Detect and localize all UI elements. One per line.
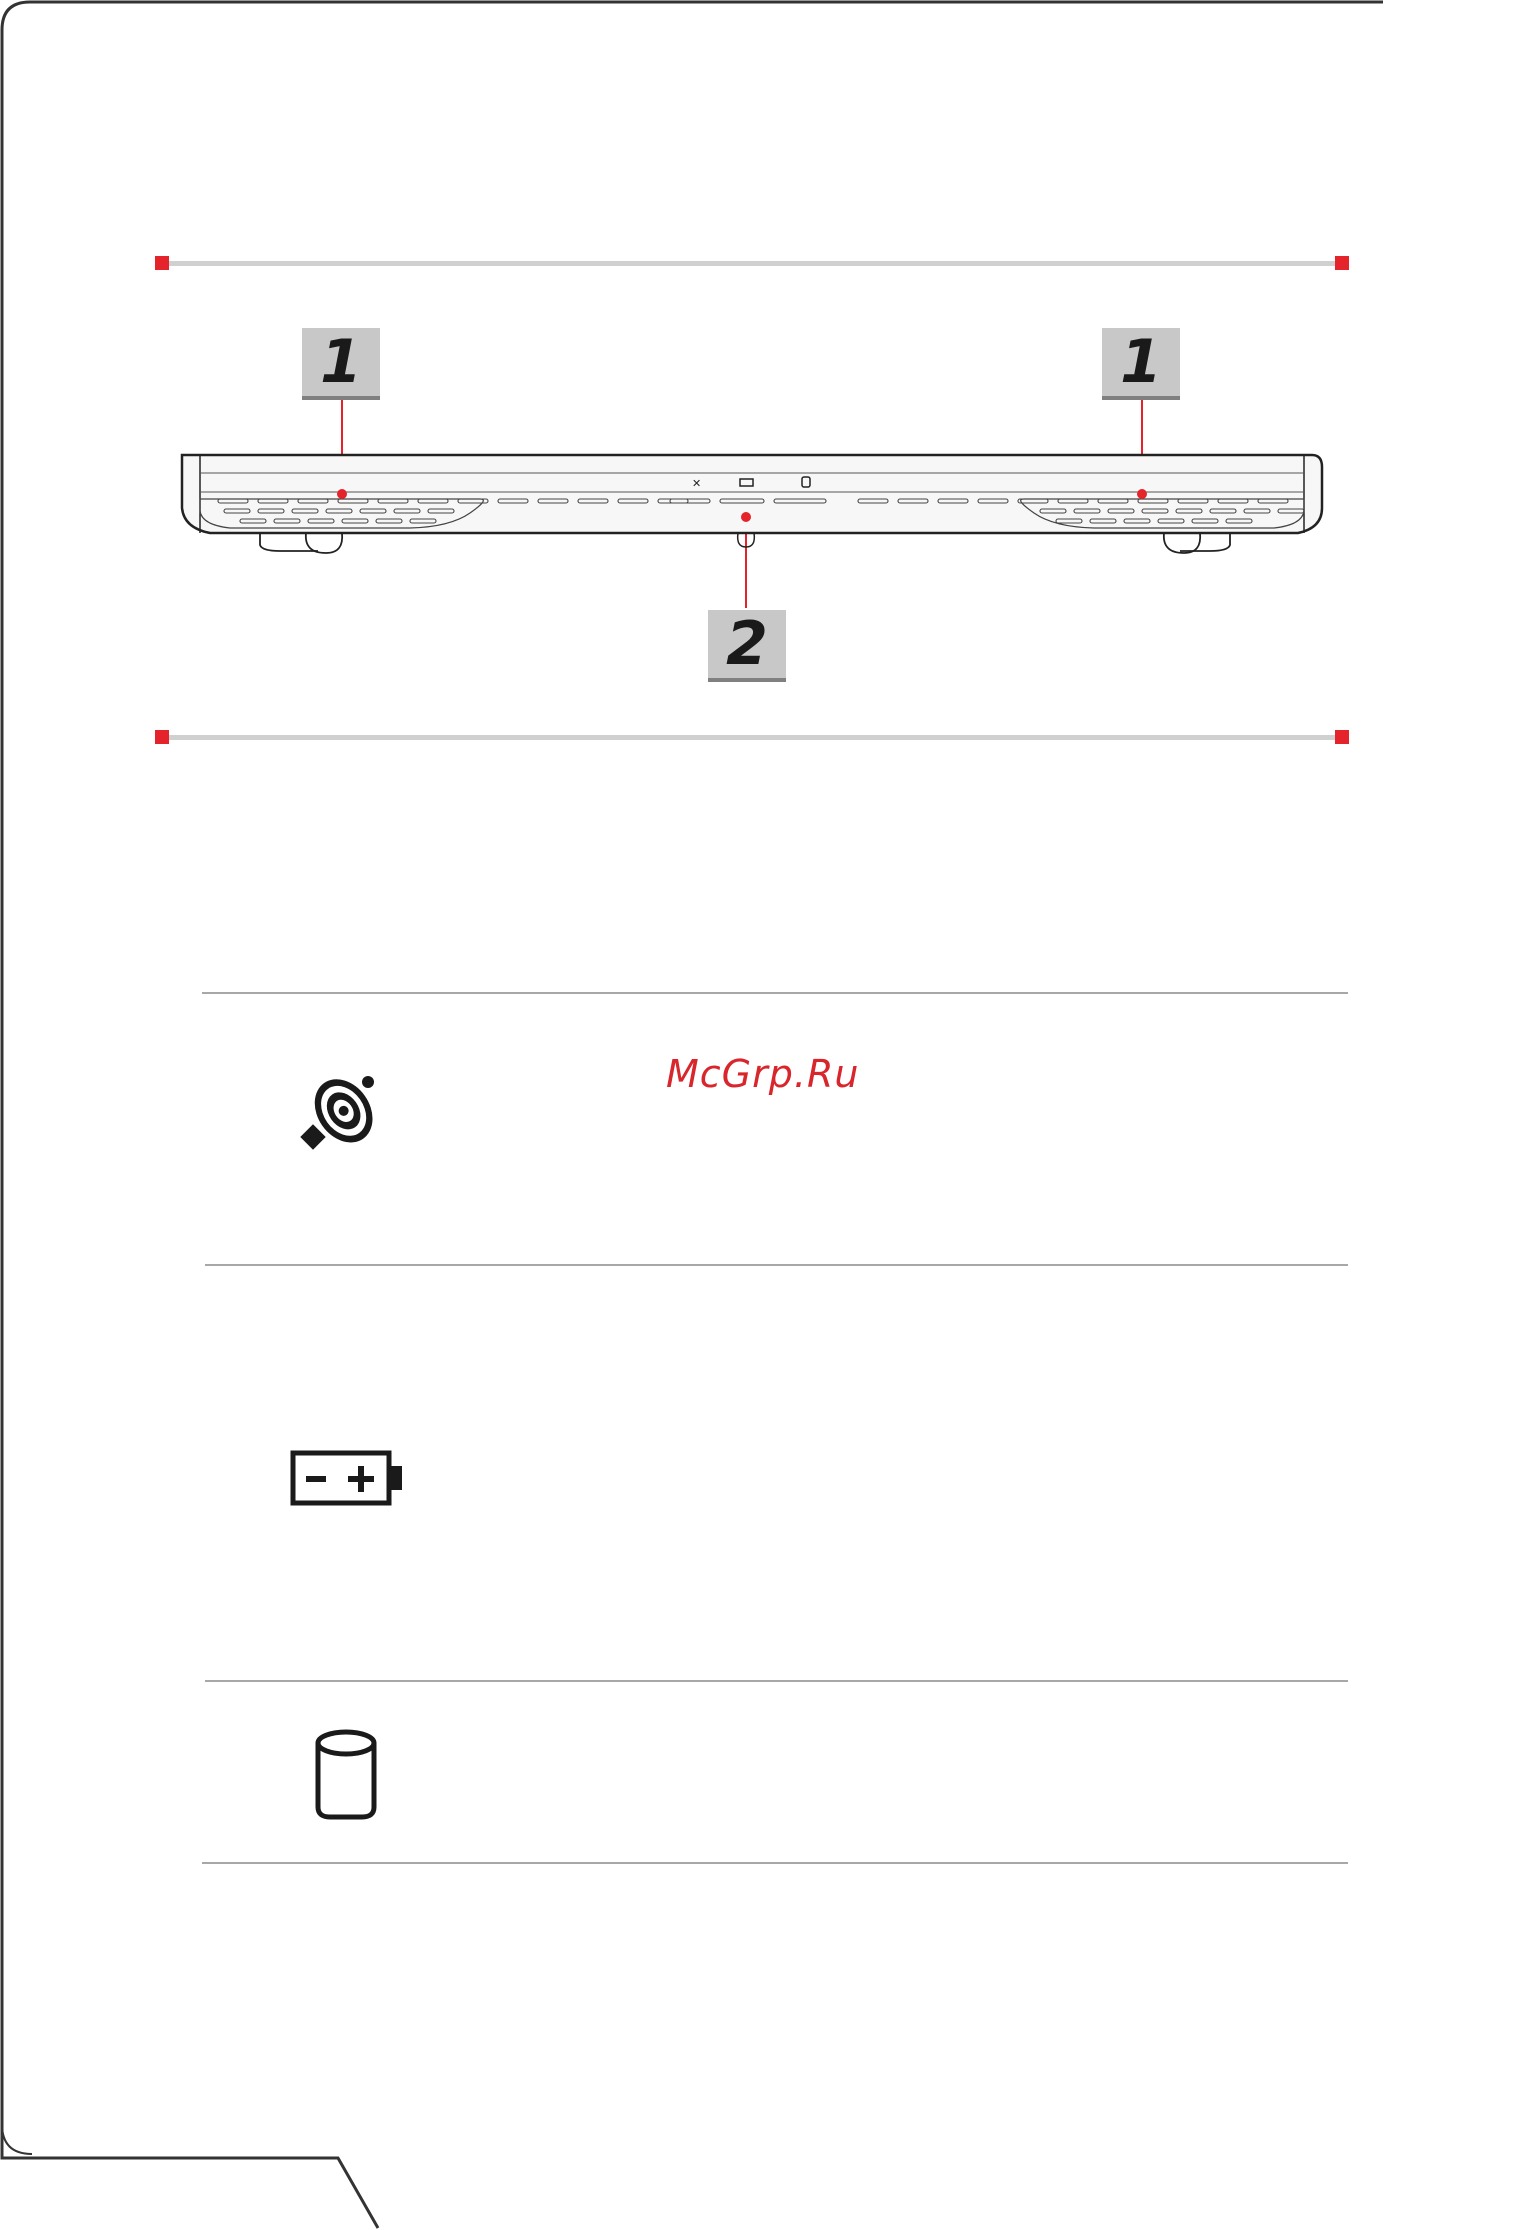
- callout-1-right: 1: [1102, 328, 1180, 400]
- battery-icon: [290, 1450, 406, 1508]
- callout-dot-left: [337, 489, 347, 499]
- table-rule-top: [202, 992, 1348, 994]
- callout-2: 2: [708, 610, 786, 682]
- table-rule-1: [205, 1264, 1348, 1266]
- table-rule-bottom: [202, 1862, 1348, 1864]
- svg-text:✕: ✕: [692, 477, 702, 490]
- callout-dot-center: [741, 512, 751, 522]
- table-rule-2: [205, 1680, 1348, 1682]
- drive-icon: [310, 1727, 382, 1821]
- wireless-icon: [296, 1068, 388, 1156]
- bottom-divider: [155, 728, 1350, 746]
- watermark-text: McGrp.Ru: [666, 1052, 860, 1096]
- callout-dot-right: [1137, 489, 1147, 499]
- callout-1-left: 1: [302, 328, 380, 400]
- laptop-front-view: [170, 395, 1350, 625]
- top-divider: [155, 254, 1350, 272]
